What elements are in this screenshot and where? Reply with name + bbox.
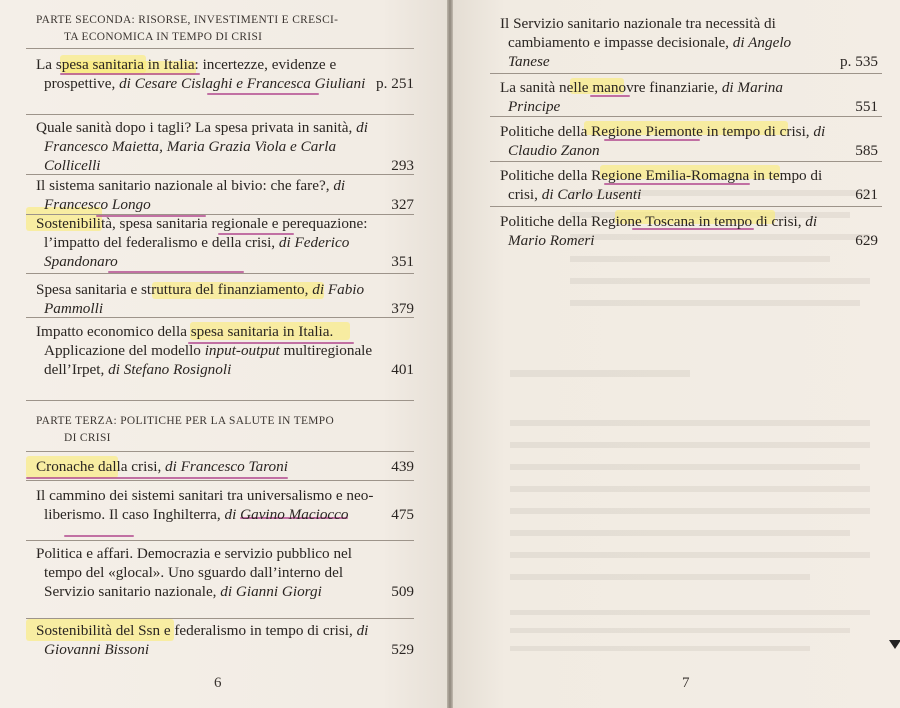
entry-author: di Mario Romeri (508, 213, 818, 249)
section-heading-line: PARTE SECONDA: RISORSE, INVESTIMENTI E CRESCI- (36, 14, 339, 26)
divider (26, 451, 414, 452)
page-number-right: 7 (682, 675, 690, 691)
toc-entry (36, 55, 414, 93)
entry-page-number: p. 251 (376, 75, 414, 92)
entry-title: multiregionale dell’Irpet, (44, 342, 373, 378)
entry-page-number: 529 (391, 641, 414, 658)
entry-title: Sostenibilità, spesa sanitaria regionale e perequazione: l’impatto del federalismo e della crisi, (36, 215, 368, 251)
entry-author: di Francesco Longo (44, 177, 346, 213)
toc-entry (500, 78, 878, 116)
entry-author: di Claudio Zanon (508, 123, 826, 159)
divider (26, 174, 414, 175)
divider (26, 317, 414, 318)
entry-title: Spesa sanitaria e struttura del finanziamento, (36, 281, 309, 298)
toc-entry (36, 214, 414, 271)
toc-entry (36, 457, 414, 476)
entry-author: di Carlo Lusenti (541, 186, 642, 203)
page-number-left: 6 (214, 675, 222, 691)
entry-page-number: 327 (391, 196, 414, 213)
divider (26, 618, 414, 619)
section-heading-line: PARTE TERZA: POLITICHE PER LA SALUTE IN TEMPO (36, 415, 335, 427)
pen-underline (64, 535, 134, 537)
section-heading-line: TA ECONOMICA IN TEMPO DI CRISI (64, 31, 263, 43)
entry-title: Politiche della Regione Emilia-Romagna in tempo di crisi, (500, 167, 823, 203)
entry-title: Il sistema sanitario nazionale al bivio: che fare?, (36, 177, 330, 194)
entry-title: Impatto economico della spesa sanitaria in Italia. Applicazione del modello (36, 323, 334, 359)
entry-title: Politiche della Regione Toscana in tempo di crisi, (500, 213, 802, 230)
divider (490, 73, 882, 74)
pen-underline (207, 93, 319, 95)
toc-entry (500, 122, 878, 160)
toc-entry (36, 118, 414, 175)
section-heading-line: DI CRISI (64, 432, 111, 444)
entry-title: La spesa sanitaria in Italia: incertezze, evidenze e prospettive, (36, 56, 337, 92)
section-heading-parte-terza (36, 413, 406, 447)
entry-author: di Cesare Cislaghi e Francesca Giuliani (119, 75, 366, 92)
entry-page-number: 629 (855, 232, 878, 249)
divider (26, 400, 414, 401)
entry-page-number: p. 535 (840, 53, 878, 70)
toc-entry (36, 621, 414, 659)
toc-entry (36, 322, 414, 379)
divider (26, 273, 414, 274)
entry-author: di Marina Principe (508, 79, 783, 115)
entry-title: Politica e affari. Democrazia e servizio pubblico nel tempo del «glocal». Uno sguardo dall’interno del Servizio sanitario nazionale, (36, 545, 352, 600)
entry-author: di Stefano Rosignoli (108, 361, 232, 378)
entry-author: di Giovanni Bissoni (44, 622, 369, 658)
pen-underline (26, 477, 288, 479)
entry-page-number: 439 (391, 458, 414, 475)
divider (26, 480, 414, 481)
entry-author: di Gianni Giorgi (220, 583, 322, 600)
toc-entry (36, 176, 414, 214)
divider (490, 161, 882, 162)
divider (26, 540, 414, 541)
entry-author: di Francesco Taroni (165, 458, 288, 475)
entry-page-number: 585 (855, 142, 878, 159)
toc-entry (500, 212, 878, 250)
entry-page-number: 509 (391, 583, 414, 600)
entry-title: La sanità nelle manovre finanziarie, (500, 79, 719, 96)
entry-page-number: 401 (391, 361, 414, 378)
divider (490, 116, 882, 117)
toc-entry (500, 166, 878, 204)
toc-entry (36, 544, 414, 601)
divider (490, 206, 882, 207)
entry-title: Quale sanità dopo i tagli? La spesa privata in sanità, (36, 119, 353, 136)
entry-page-number: 475 (391, 506, 414, 523)
entry-title: Politiche della Regione Piemonte in tempo di crisi, (500, 123, 810, 140)
entry-author: di Angelo Tanese (508, 34, 792, 70)
book-gutter (447, 0, 453, 708)
toc-entry (500, 14, 878, 71)
divider (26, 48, 414, 49)
toc-entry (36, 486, 414, 524)
divider (26, 114, 414, 115)
entry-author: di Gavino Maciocco (224, 506, 349, 523)
entry-title: Il cammino dei sistemi sanitari tra universalismo e neo-liberismo. Il caso Inghilterra, (36, 487, 374, 523)
entry-page-number: 551 (855, 98, 878, 115)
entry-title: Sostenibilità del Ssn e federalismo in tempo di crisi, (36, 622, 353, 639)
toc-entry (36, 280, 414, 318)
entry-author: di Francesco Maietta, Maria Grazia Viola e Carla Collicelli (44, 119, 368, 174)
entry-page-number: 351 (391, 253, 414, 270)
entry-author: di Fabio Pammolli (44, 281, 365, 317)
entry-page-number: 293 (391, 157, 414, 174)
entry-author: di Federico Spandonaro (44, 234, 350, 270)
entry-page-number: 379 (391, 300, 414, 317)
entry-title: Il Servizio sanitario nazionale tra necessità di cambiamento e impasse decisionale, (500, 15, 776, 51)
page-corner-mark (889, 640, 900, 649)
section-heading-parte-seconda (36, 12, 406, 46)
entry-page-number: 621 (855, 186, 878, 203)
entry-title-italic: input-output (204, 342, 280, 359)
entry-title: Cronache dalla crisi, (36, 458, 162, 475)
